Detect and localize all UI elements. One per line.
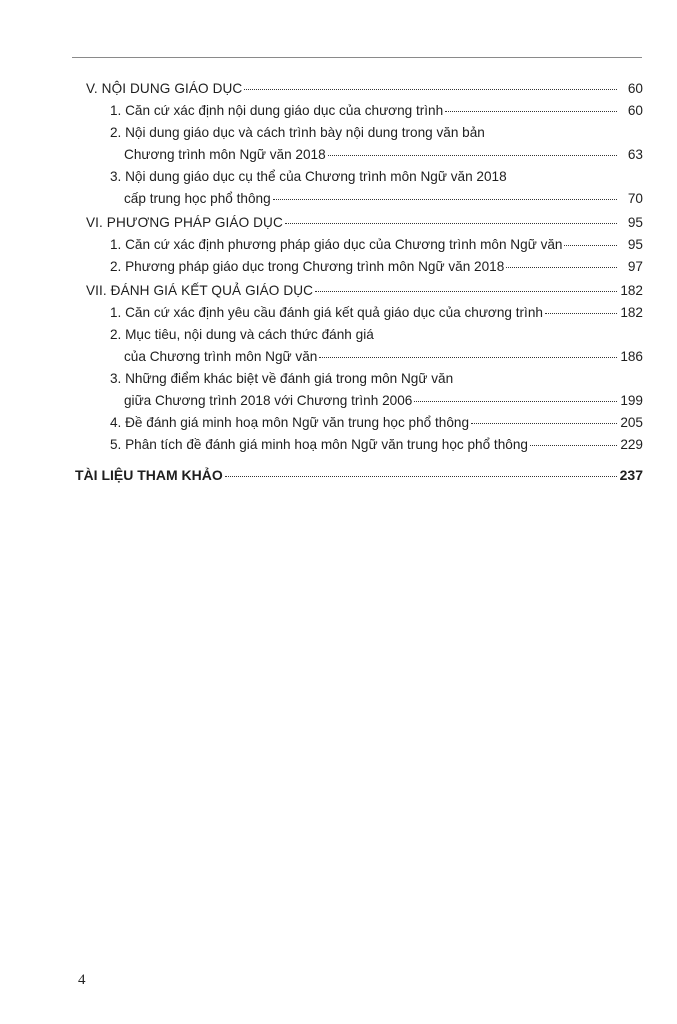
- toc-references[interactable]: [75, 464, 643, 486]
- toc-section-vii[interactable]: [86, 280, 643, 302]
- toc-item[interactable]: [110, 302, 643, 324]
- dot-leader: [273, 199, 617, 200]
- dot-leader: [414, 401, 617, 402]
- dot-leader: [244, 89, 617, 90]
- toc-page-number: 237: [619, 467, 643, 483]
- toc-page-number: 186: [620, 349, 643, 364]
- toc-item[interactable]: [110, 324, 643, 368]
- toc-item-text: 4. Đề đánh giá minh hoạ môn Ngữ văn trung học phổ thông: [110, 415, 469, 430]
- dot-leader: [471, 423, 617, 424]
- toc-page-number: 97: [627, 259, 643, 274]
- top-rule: [72, 57, 642, 58]
- toc-item-text: 2. Mục tiêu, nội dung và cách thức đánh giá: [110, 327, 374, 342]
- toc-item[interactable]: [110, 434, 643, 456]
- toc-item-text: 1. Căn cứ xác định phương pháp giáo dục của Chương trình môn Ngữ văn: [110, 237, 563, 252]
- dot-leader: [506, 267, 617, 268]
- dot-leader: [328, 155, 617, 156]
- toc-item-text: 3. Nội dung giáo dục cụ thể của Chương trình môn Ngữ văn 2018: [110, 169, 507, 184]
- page-number: 4: [78, 972, 86, 988]
- toc-item-text: 2. Nội dung giáo dục và cách trình bày nội dung trong văn bản: [110, 125, 485, 140]
- toc-page-number: 205: [620, 415, 643, 430]
- toc-item-text: 1. Căn cứ xác định nội dung giáo dục của chương trình: [110, 103, 444, 118]
- toc-page-number: 63: [627, 147, 643, 162]
- toc-page-number: 60: [627, 81, 643, 96]
- dot-leader: [564, 245, 617, 246]
- dot-leader: [319, 357, 617, 358]
- toc-page-number: 60: [627, 103, 643, 118]
- toc-section-vi[interactable]: [86, 212, 643, 234]
- toc-references-title: TÀI LIỆU THAM KHẢO: [75, 467, 223, 483]
- table-of-contents: [0, 76, 677, 486]
- toc-page-number: 182: [620, 283, 643, 298]
- toc-item[interactable]: [110, 256, 643, 278]
- toc-item-text-continued: cấp trung học phổ thông: [124, 191, 271, 206]
- toc-page-number: 95: [627, 215, 643, 230]
- dot-leader: [225, 476, 617, 477]
- toc-item-text: 3. Những điểm khác biệt về đánh giá trong môn Ngữ văn: [110, 371, 454, 386]
- dot-leader: [530, 445, 617, 446]
- dot-leader: [445, 111, 617, 112]
- toc-item[interactable]: [110, 122, 643, 166]
- toc-item-text-continued: của Chương trình môn Ngữ văn: [124, 349, 318, 364]
- toc-item-text-continued: giữa Chương trình 2018 với Chương trình 2006: [124, 393, 413, 408]
- toc-page-number: 182: [620, 305, 643, 320]
- toc-section-title: VII. ĐÁNH GIÁ KẾT QUẢ GIÁO DỤC: [86, 283, 314, 298]
- toc-page-number: 229: [620, 437, 643, 452]
- toc-item-text: 5. Phân tích đề đánh giá minh hoạ môn Ngữ văn trung học phổ thông: [110, 437, 528, 452]
- toc-item[interactable]: [110, 368, 643, 412]
- toc-item[interactable]: [110, 166, 643, 210]
- toc-item-text: 2. Phương pháp giáo dục trong Chương trình môn Ngữ văn 2018: [110, 259, 505, 274]
- toc-section-title: V. NỘI DUNG GIÁO DỤC: [86, 81, 243, 96]
- toc-page-number: 199: [620, 393, 643, 408]
- toc-section-v[interactable]: [86, 78, 643, 100]
- toc-item-text-continued: Chương trình môn Ngữ văn 2018: [124, 147, 326, 162]
- toc-section-title: VI. PHƯƠNG PHÁP GIÁO DỤC: [86, 215, 283, 230]
- toc-item[interactable]: [110, 100, 643, 122]
- dot-leader: [315, 291, 617, 292]
- toc-page-number: 95: [627, 237, 643, 252]
- toc-item[interactable]: [110, 412, 643, 434]
- toc-page-number: 70: [627, 191, 643, 206]
- toc-item[interactable]: [110, 234, 643, 256]
- toc-item-text: 1. Căn cứ xác định yêu cầu đánh giá kết quả giáo dục của chương trình: [110, 305, 543, 320]
- dot-leader: [285, 223, 617, 224]
- dot-leader: [545, 313, 617, 314]
